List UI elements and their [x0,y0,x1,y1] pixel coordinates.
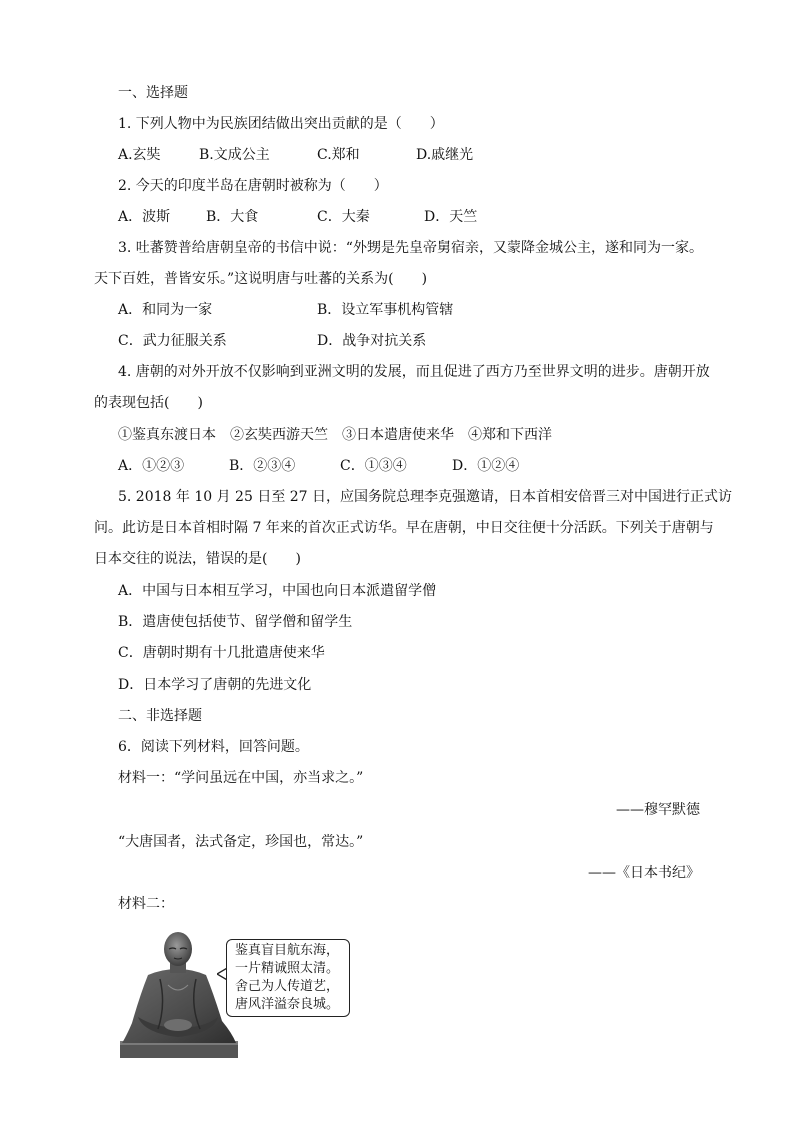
question-5-option-c: C．唐朝时期有十几批遣唐使来华 [118,645,325,661]
question-5-option-a: A．中国与日本相互学习，中国也向日本派遣留学僧 [118,583,437,599]
material-1: 材料一：“学问虽远在中国，亦当求之。” [118,770,364,786]
section-title-choice: 一、选择题 [118,85,188,101]
material-1-source-2: ——《日本书纪》 [588,865,700,881]
question-3-stem-line1: 3. 吐蕃赞普给唐朝皇帝的书信中说：“外甥是先皇帝舅宿亲，又蒙降金城公主，遂和同为一家。 [118,240,703,256]
question-5-stem-line3: 日本交往的说法，错误的是( ) [94,551,301,567]
question-1-option-d: D.戚继光 [416,147,474,163]
question-3-option-c: C．武力征服关系 [118,333,227,349]
question-4-option-a: A．①②③ [118,458,185,474]
section-title-non-choice: 二、非选择题 [118,708,202,724]
question-4-stem-line1: 4. 唐朝的对外开放不仅影响到亚洲文明的发展，而且促进了西方乃至世界文明的进步。唐朝开放 [118,364,710,380]
question-3-stem-line2: 天下百姓，普皆安乐。”这说明唐与吐蕃的关系为( ) [94,271,428,287]
poem-line-4: 唐风洋溢奈良城。 [235,997,340,1012]
question-1-stem: 1. 下列人物中为民族团结做出突出贡献的是（ ） [118,116,444,132]
question-4-items: ①鉴真东渡日本 ②玄奘西游天竺 ③日本遣唐使来华 ④郑和下西洋 [118,427,552,443]
poem-line-3: 舍己为人传道艺， [235,979,340,994]
poem-line-2: 一片精诚照太清。 [235,961,340,976]
question-2-stem: 2. 今天的印度半岛在唐朝时被称为（ ） [118,178,388,194]
question-1-option-b: B.文成公主 [199,147,270,163]
material-2: 材料二： [118,896,174,912]
question-3-option-b: B．设立军事机构管辖 [317,302,454,318]
question-4-option-c: C．①③④ [340,458,407,474]
question-6-stem: 6．阅读下列材料，回答问题。 [118,739,309,755]
question-3-option-a: A．和同为一家 [118,302,213,318]
material-1-quote-2: “大唐国者，法式备定，珍国也，常达。” [118,834,364,850]
question-5-stem-line2: 问。此访是日本首相时隔 7 年来的首次正式访华。早在唐朝，中日交往便十分活跃。下列关于唐朝与 [94,520,714,536]
material-1-source: ——穆罕默德 [616,802,700,818]
question-4-option-d: D．①②④ [452,458,520,474]
poem-speech-bubble [226,939,350,1017]
question-5-stem-line1: 5. 2018 年 10 月 25 日至 27 日，应国务院总理李克强邀请，日本首相安倍晋三对中国进行正式访 [118,489,733,505]
question-2-option-a: A．波斯 [118,209,171,225]
question-5-option-b: B．遣唐使包括使节、留学僧和留学生 [118,614,353,630]
question-2-option-c: C．大秦 [317,209,370,225]
jianzhen-statue-image [118,925,240,1060]
question-4-option-b: B．②③④ [229,458,296,474]
question-1-option-c: C.郑和 [317,147,360,163]
question-3-option-d: D．战争对抗关系 [317,333,427,349]
question-1-option-a: A.玄奘 [118,147,161,163]
question-2-option-d: D．天竺 [424,209,478,225]
poem-line-1: 鉴真盲目航东海， [235,943,340,958]
question-4-stem-line2: 的表现包括( ) [94,395,203,411]
question-2-option-b: B．大食 [206,209,259,225]
question-5-option-d: D．日本学习了唐朝的先进文化 [118,677,312,693]
